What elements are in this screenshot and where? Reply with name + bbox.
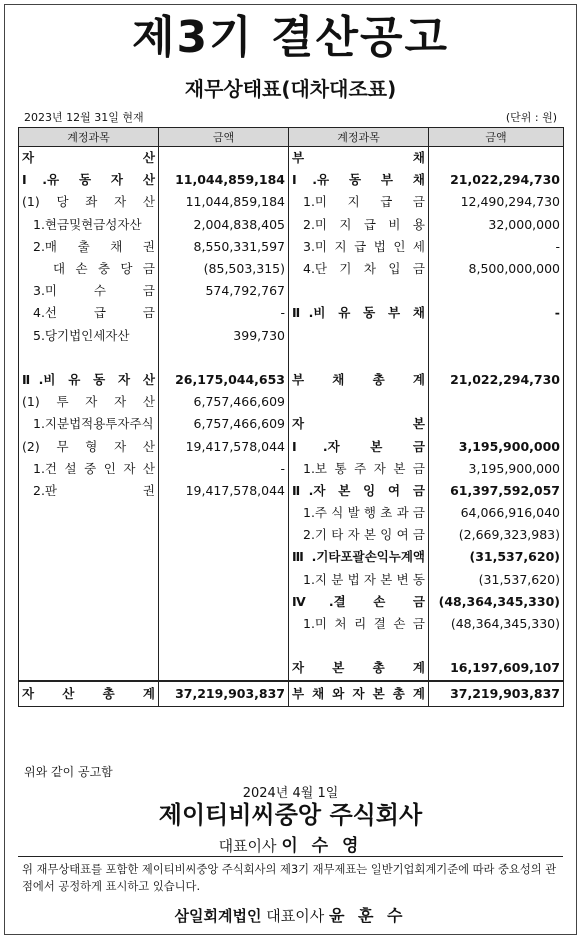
amount-right	[429, 147, 564, 170]
table-row	[19, 391, 564, 413]
amount-right	[429, 280, 564, 302]
amount-right: 16,197,609,107	[429, 657, 564, 680]
account-name-right: 1.미 지 급 금	[289, 191, 429, 213]
account-name-right: 부 채	[289, 147, 429, 170]
table-row	[19, 191, 564, 213]
account-name-right: 1.미 처 리 결 손 금	[289, 613, 429, 635]
account-name-left	[19, 635, 159, 657]
table-row	[19, 236, 564, 258]
table-row	[19, 480, 564, 502]
balance-sheet-table	[18, 127, 564, 707]
amount-right: (31,537,620)	[429, 546, 564, 568]
account-name-right: 자 본 총 계	[289, 657, 429, 680]
amount-left	[159, 591, 289, 613]
date-unit-bar	[24, 110, 557, 126]
table-row	[19, 214, 564, 236]
header-account-left: 계정과목	[19, 128, 159, 147]
auditor-line	[0, 903, 581, 926]
amount-right: 21,022,294,730	[429, 369, 564, 391]
amount-left	[159, 524, 289, 546]
table-row	[19, 147, 564, 170]
amount-left: 6,757,466,609	[159, 413, 289, 435]
account-name-left: Ⅰ.유 동 자 산	[19, 169, 159, 191]
post-text: 위와 같이 공고함	[24, 765, 113, 779]
auditor-title: 대표이사	[266, 907, 325, 925]
amount-left	[159, 635, 289, 657]
table-row	[19, 280, 564, 302]
table-header-row	[19, 128, 564, 147]
amount-right: 3,195,900,000	[429, 458, 564, 480]
amount-left: 2,004,838,405	[159, 214, 289, 236]
account-name-right: 1.지 분 법 자 본 변 동	[289, 569, 429, 591]
table-row	[19, 258, 564, 280]
amount-right: -	[429, 236, 564, 258]
account-name-right: 2.기 타 자 본 잉 여 금	[289, 524, 429, 546]
account-name-left: 2.판 권	[19, 480, 159, 502]
table-row	[19, 657, 564, 680]
account-name-left: 5.당기법인세자산	[19, 325, 159, 347]
table-row	[19, 502, 564, 524]
table-body	[19, 147, 564, 681]
account-name-left: (2) 무 형 자 산	[19, 435, 159, 457]
statement-date: 2023년 12월 31일 현재	[24, 111, 144, 124]
table-row	[19, 613, 564, 635]
post-date: 2024년 4월 1일	[242, 786, 339, 801]
total-liab-equity-amount: 37,219,903,837	[429, 681, 564, 707]
account-name-left: (1) 투 자 자 산	[19, 391, 159, 413]
account-name-left: 4.선 급 금	[19, 302, 159, 324]
ceo-line	[0, 831, 581, 856]
ceo-name: 이 수 영	[281, 836, 363, 856]
amount-right: (31,537,620)	[429, 569, 564, 591]
account-name-right: Ⅱ.비 유 동 부 채	[289, 302, 429, 324]
account-name-right: Ⅱ.자 본 잉 여 금	[289, 480, 429, 502]
table-row	[19, 435, 564, 457]
table-row	[19, 347, 564, 369]
account-name-left	[19, 524, 159, 546]
amount-left: 19,417,578,044	[159, 480, 289, 502]
account-name-left: 대 손 충 당 금	[19, 258, 159, 280]
account-name-right	[289, 325, 429, 347]
account-name-left	[19, 569, 159, 591]
account-name-right: 1.보 통 주 자 본 금	[289, 458, 429, 480]
table-row	[19, 546, 564, 568]
amount-left: 8,550,331,597	[159, 236, 289, 258]
notice-title: 제3기 결산공고	[132, 12, 449, 63]
account-name-left: 1.건 설 중 인 자 산	[19, 458, 159, 480]
account-name-left: 자 산	[19, 147, 159, 170]
amount-left	[159, 657, 289, 680]
account-name-left	[19, 347, 159, 369]
account-name-right: Ⅰ.자 본 금	[289, 435, 429, 457]
amount-left	[159, 569, 289, 591]
auditor-firm: 삼일회계법인	[174, 907, 262, 925]
amount-left: 399,730	[159, 325, 289, 347]
account-name-right	[289, 280, 429, 302]
amount-left: 19,417,578,044	[159, 435, 289, 457]
amount-right: 64,066,916,040	[429, 502, 564, 524]
amount-right: 8,500,000,000	[429, 258, 564, 280]
amount-right: 12,490,294,730	[429, 191, 564, 213]
amount-left	[159, 613, 289, 635]
account-name-right: 1.주 식 발 행 초 과 금	[289, 502, 429, 524]
amount-left	[159, 502, 289, 524]
amount-right: 32,000,000	[429, 214, 564, 236]
auditor-name: 윤 훈 수	[328, 906, 407, 925]
account-name-left	[19, 546, 159, 568]
amount-right	[429, 325, 564, 347]
table-row	[19, 591, 564, 613]
amount-left: 574,792,767	[159, 280, 289, 302]
account-name-left: 1.현금및현금성자산	[19, 214, 159, 236]
amount-left: (85,503,315)	[159, 258, 289, 280]
account-name-left: 1.지분법적용투자주식	[19, 413, 159, 435]
header-account-right: 계정과목	[289, 128, 429, 147]
table-row	[19, 569, 564, 591]
amount-right: 61,397,592,057	[429, 480, 564, 502]
table-row	[19, 369, 564, 391]
account-name-left	[19, 613, 159, 635]
amount-right: (48,364,345,330)	[429, 591, 564, 613]
amount-right: 21,022,294,730	[429, 169, 564, 191]
header-amount-left: 금액	[159, 128, 289, 147]
account-name-right: 부 채 총 계	[289, 369, 429, 391]
amount-right	[429, 413, 564, 435]
total-assets-label: 자 산 총 계	[19, 681, 159, 707]
amount-left	[159, 347, 289, 369]
amount-right: 3,195,900,000	[429, 435, 564, 457]
amount-right	[429, 635, 564, 657]
amount-left	[159, 546, 289, 568]
audit-note: 위 재무상태표를 포함한 제이티비씨중앙 주식회사의 제3기 재무제표는 일반기업회계기준에 따라 중요성의 관점에서 공정하게 표시하고 있습니다.	[22, 863, 557, 893]
account-name-left	[19, 591, 159, 613]
company-name: 제이티비씨중앙 주식회사	[158, 801, 423, 829]
amount-left: 11,044,859,184	[159, 191, 289, 213]
table-row	[19, 169, 564, 191]
amount-left: 26,175,044,653	[159, 369, 289, 391]
account-name-left: Ⅱ.비 유 동 자 산	[19, 369, 159, 391]
totals-row	[19, 681, 564, 707]
ceo-title: 대표이사	[218, 837, 277, 855]
account-name-right: Ⅰ.유 동 부 채	[289, 169, 429, 191]
account-name-left: (1) 당 좌 자 산	[19, 191, 159, 213]
unit-label: (단위 : 원)	[505, 111, 557, 124]
amount-left	[159, 147, 289, 170]
amount-right	[429, 391, 564, 413]
total-liab-equity-label: 부 채 와 자 본 총 계	[289, 681, 429, 707]
table-row	[19, 524, 564, 546]
table-row	[19, 458, 564, 480]
account-name-left: 2.매 출 채 권	[19, 236, 159, 258]
account-name-right	[289, 347, 429, 369]
header-amount-right: 금액	[429, 128, 564, 147]
statement-subtitle: 재무상태표(대차대조표)	[184, 77, 397, 101]
divider	[18, 856, 563, 857]
account-name-right: 2.미 지 급 비 용	[289, 214, 429, 236]
amount-right	[429, 347, 564, 369]
table-row	[19, 325, 564, 347]
account-name-right: Ⅳ.결 손 금	[289, 591, 429, 613]
account-name-right: Ⅲ.기타포괄손익누계액	[289, 546, 429, 568]
account-name-right: 3.미 지 급 법 인 세	[289, 236, 429, 258]
amount-right: (48,364,345,330)	[429, 613, 564, 635]
amount-left: 6,757,466,609	[159, 391, 289, 413]
table-row	[19, 302, 564, 324]
account-name-left	[19, 657, 159, 680]
account-name-right	[289, 391, 429, 413]
total-assets-amount: 37,219,903,837	[159, 681, 289, 707]
account-name-right: 4.단 기 차 입 금	[289, 258, 429, 280]
amount-left: 11,044,859,184	[159, 169, 289, 191]
amount-left: -	[159, 458, 289, 480]
table-row	[19, 635, 564, 657]
account-name-right	[289, 635, 429, 657]
amount-right: (2,669,323,983)	[429, 524, 564, 546]
table-row	[19, 413, 564, 435]
account-name-left: 3.미 수 금	[19, 280, 159, 302]
amount-right: -	[429, 302, 564, 324]
account-name-left	[19, 502, 159, 524]
amount-left: -	[159, 302, 289, 324]
account-name-right: 자 본	[289, 413, 429, 435]
